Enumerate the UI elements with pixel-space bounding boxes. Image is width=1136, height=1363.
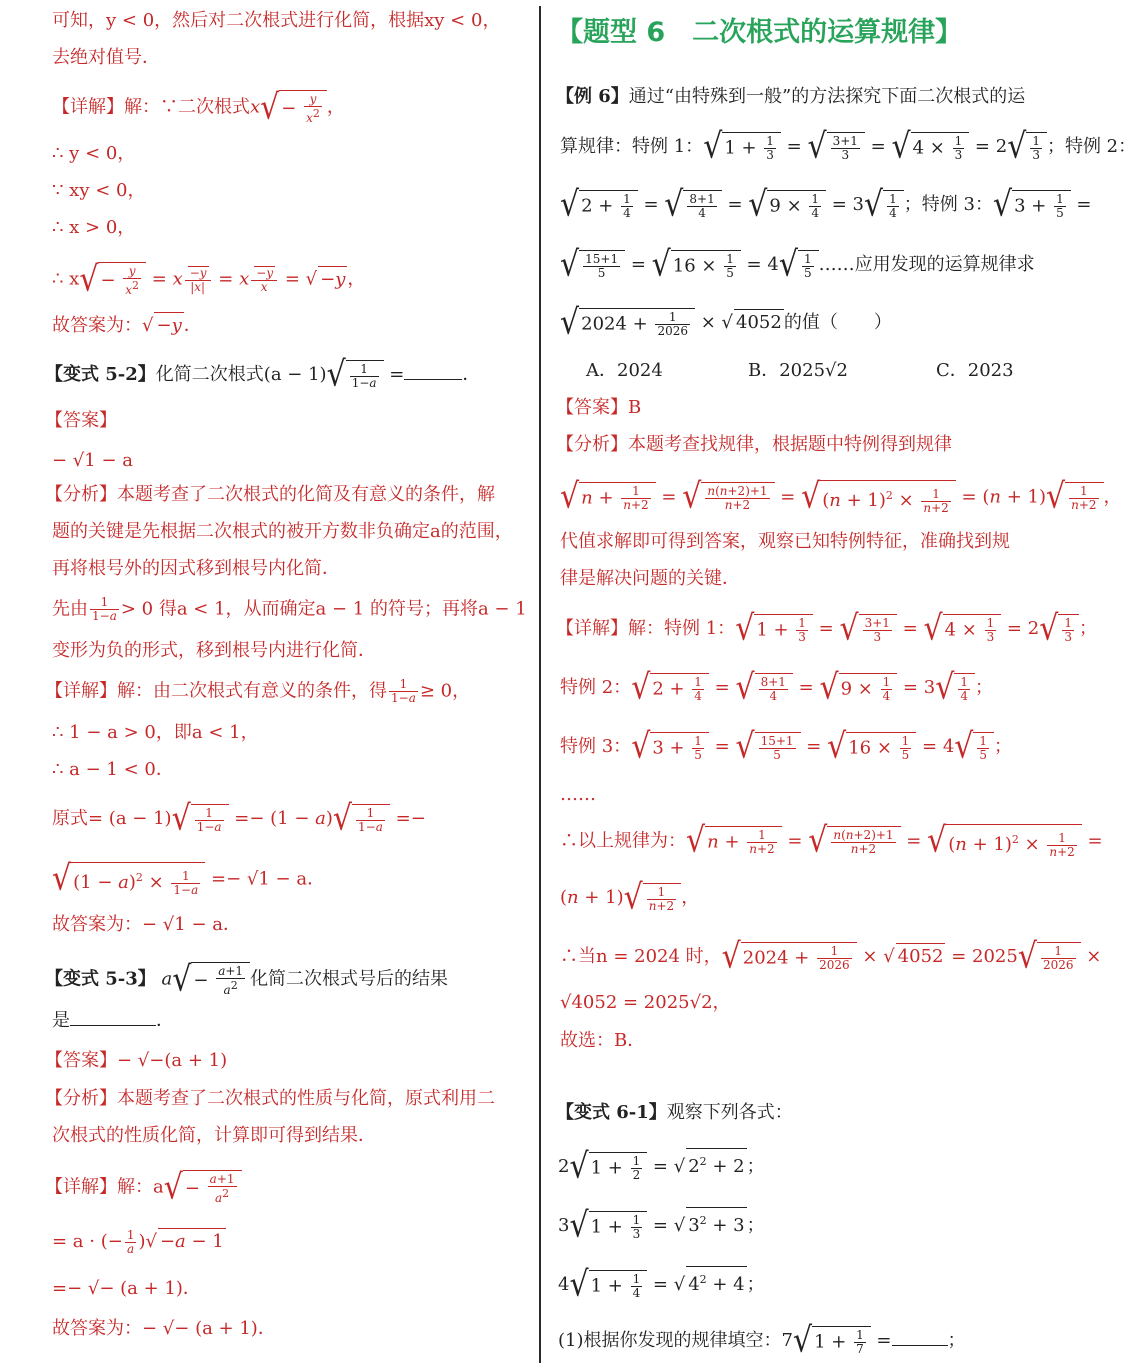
exercise-5-3-line: 是 ． (52, 1010, 174, 1031)
math-line: ∴ x√ − $\frac{y}{x^2}$ = x $\frac{-y}{|x|}$ = x $\frac{-y}{x}$ = √ −y ， (52, 258, 366, 300)
math-line: 3√ 1 + $\frac{1}{3}$ = √ $3^2 + 3$ ； (558, 1205, 765, 1246)
answer-label: 【答案】 (45, 410, 117, 431)
math-line: 4√ 1 + $\frac{1}{4}$ = √ $4^2 + 4$ ； (558, 1264, 765, 1305)
option-a: A．2024 (586, 360, 663, 381)
solution-line: ∴以上规律为：√ n + $\frac{1}{n+2}$ = √ $\frac{n(n+2)+1}{n+2}$ = √ $(n + 1)^2$ × $\frac{1}{n+2}$ = (560, 820, 1103, 861)
answer-value: − √1 − a (52, 450, 133, 471)
solution-line: 特例 2：√ 2 + $\frac{1}{4}$ = √ $\frac{8+1}{4}$ = √ 9 × $\frac{1}{4}$ = 3√ $\frac{1}{4}$ ； (560, 667, 993, 708)
ellipsis-line: …… (560, 784, 596, 805)
analysis-line: 代值求解即可得到答案，观察已知特例特征，准确找到规 (560, 531, 1010, 552)
example-6-line: 【例 6】通过“由特殊到一般”的方法探究下面二次根式的运 (556, 86, 1026, 107)
solution-line: ∴ 1 − a > 0，即a < 1， (52, 722, 259, 743)
analysis-line: 再将根号外的因式移到根号内化简． (52, 558, 340, 579)
example-6-line: √ 2024 + $\frac{1}{2026}$ × √ 4052 的值（ ） (560, 302, 892, 343)
text-line: ∵ xy < 0， (52, 180, 146, 201)
math-line: = a · (− $\frac{1}{a}$ )√ −a − 1 (52, 1227, 224, 1256)
analysis-line: 变形为负的形式，移到根号内进行化简． (52, 640, 376, 661)
math-line: √4052 = 2025√2， (560, 992, 731, 1013)
solution-line: 【详解】解：特例 1：√ 1 + $\frac{1}{3}$ = √ $\frac{3+1}{3}$ = √ 4 × $\frac{1}{3}$ = 2√ $\frac{1}{3}$ ； (556, 608, 1097, 649)
exercise-5-3-line: 【变式 5-3】 a√ − $\frac{a+1}{a^2}$ 化简二次根式号后的结果 (45, 958, 449, 1000)
analysis-line: 次根式的性质化简，计算即可得到结果． (52, 1125, 376, 1146)
solution-line: 【详解】解：由二次根式有意义的条件，得 $\frac{1}{1-a}$ ≥ 0， (45, 677, 471, 705)
answer-line: 【答案】− √−(a + 1) (45, 1050, 228, 1071)
analysis-line: 【分析】本题考查了二次根式的化简及有意义的条件，解 (45, 484, 495, 505)
exercise-5-2-line: 【变式 5-2】化简二次根式(a − 1)√ $\frac{1}{1-a}$ = ． (45, 354, 481, 395)
text-line: 【详解】解：∵二次根式x√ − $\frac{y}{x^2}$ ， (52, 86, 345, 128)
solution-line: ∴当n = 2024 时，√ 2024 + $\frac{1}{2026}$ × √ 4052 = 2025√ $\frac{1}{2026}$ × (560, 936, 1102, 977)
example-6-line: √ $\frac{15+1}{5}$ = √ 16 × $\frac{1}{5}$ = 4√ $\frac{1}{5}$ ……应用发现的运算规律求 (560, 244, 1035, 285)
math-line: 2√ 1 + $\frac{1}{2}$ = √ $2^2 + 2$ ； (558, 1146, 765, 1187)
math-line: (n + 1)√ $\frac{1}{n+2}$ ， (560, 877, 700, 918)
example-6-line: √ 2 + $\frac{1}{4}$ = √ $\frac{8+1}{4}$ = √ 9 × $\frac{1}{4}$ = 3√ $\frac{1}{4}$ ；特例 3：√ 3 + $\frac{1}{5}$ = (560, 184, 1092, 225)
math-line: 原式= (a − 1)√ $\frac{1}{1-a}$ =− (1 − a)√ $\frac{1}{1-a}$ =− (52, 798, 426, 839)
math-line: √ $(1 - a)^2$ × $\frac{1}{1-a}$ =− √1 − a． (52, 858, 326, 899)
text-line: ∴ y < 0， (52, 143, 136, 164)
option-c: C．2023 (936, 360, 1014, 381)
column-divider (539, 6, 541, 1363)
answer-line: 【答案】B (556, 397, 642, 418)
exercise-6-1-question: (1)根据你发现的规律填空：7√ 1 + $\frac{1}{7}$ = ； (558, 1320, 966, 1361)
exercise-6-1-line: 【变式 6-1】观察下列各式： (556, 1102, 793, 1123)
analysis-line: 【分析】本题考查找规律，根据题中特例得到规律 (556, 434, 952, 455)
text-line: 可知，y < 0，然后对二次根式进行化简，根据xy < 0， (52, 10, 501, 31)
text-line: ∴ x > 0， (52, 217, 136, 238)
math-line: √ n + $\frac{1}{n+2}$ = √ $\frac{n(n+2)+1}{n+2}$ = √ $(n + 1)^2$ × $\frac{1}{n+2}$ = (n + 1)√ $\frac{1}{n+2}$ ， (560, 476, 1122, 517)
analysis-line: 先由 $\frac{1}{1-a}$ > 0 得a < 1，从而确定a − 1 的符号；再将a − 1 (52, 595, 527, 623)
analysis-line: 题的关键是先根据二次根式的被开方数非负确定a的范围， (52, 521, 513, 542)
text-line: 故选：B． (560, 1030, 646, 1051)
solution-line: ∴ a − 1 < 0． (52, 759, 174, 780)
math-line: =− √− (a + 1)． (52, 1278, 201, 1299)
text-line: 故答案为：− √1 − a． (52, 914, 241, 935)
analysis-line: 【分析】本题考查了二次根式的性质与化简，原式利用二 (45, 1088, 495, 1109)
solution-line: 【详解】解：a√ − $\frac{a+1}{a^2}$ (45, 1170, 242, 1205)
option-b: B．2025√2 (748, 360, 848, 381)
text-line: 故答案为：− √− (a + 1)． (52, 1318, 276, 1339)
text-line: 故答案为：√ −y ． (52, 312, 202, 339)
section-heading: 【题型 6 二次根式的运算规律】 (556, 17, 963, 48)
solution-line: 特例 3：√ 3 + $\frac{1}{5}$ = √ $\frac{15+1}{5}$ = √ 16 × $\frac{1}{5}$ = 4√ $\frac{1}{5}$ ； (560, 726, 1013, 767)
example-6-line: 算规律：特例 1：√ 1 + $\frac{1}{3}$ = √ $\frac{3+1}{3}$ = √ 4 × $\frac{1}{3}$ = 2√ $\frac{1}{3}$ ；特例 2： (560, 126, 1136, 167)
text-line: 去绝对值号． (52, 47, 160, 68)
analysis-line: 律是解决问题的关键． (560, 568, 740, 589)
